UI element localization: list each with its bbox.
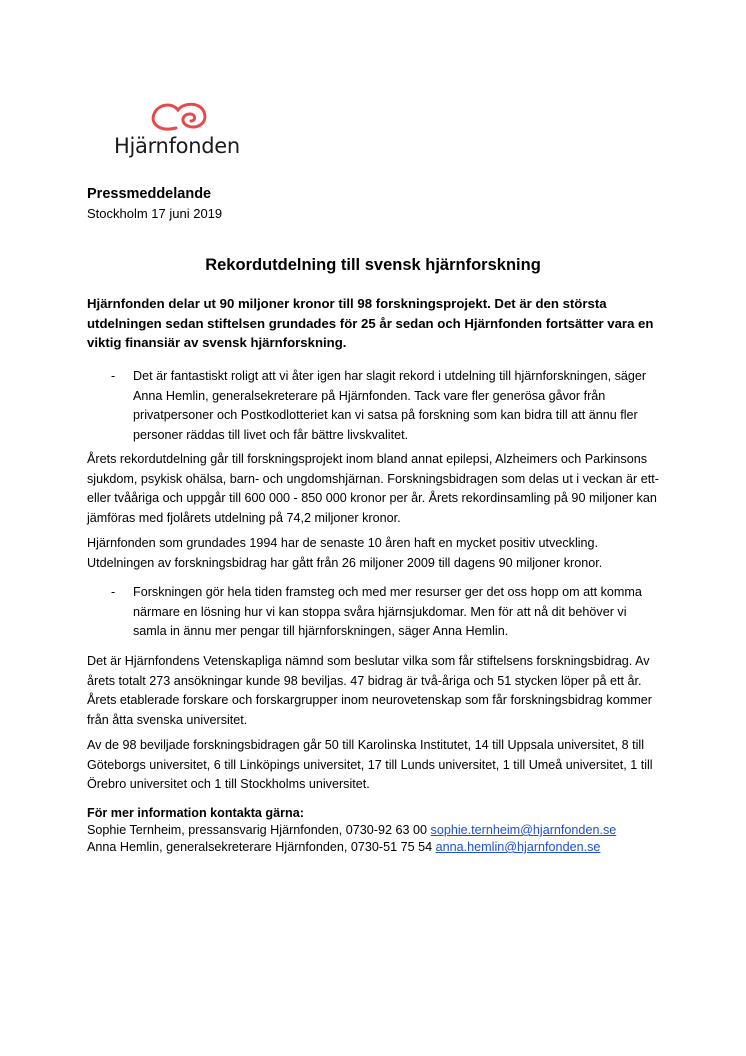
email-link-2[interactable]: anna.hemlin@hjarnfonden.se xyxy=(435,840,601,854)
quote-text-2: Forskningen gör hela tiden framsteg och med mer resurser ger det oss hopp om att komma närmare en lösning hur vi kan stoppa svåra hjärnsjukdomar. Men för att nå dit behöver vi samla in ännu mer pengar till hjärnforskningen, säger Anna Hemlin. xyxy=(133,585,642,638)
contact-line-2 xyxy=(87,840,667,854)
date-line: Stockholm 17 juni 2019 xyxy=(87,206,223,221)
brain-swirl-icon xyxy=(146,98,210,134)
contact-heading: För mer information kontakta gärna: xyxy=(87,806,304,820)
lead-paragraph: Hjärnfonden delar ut 90 miljoner kronor till 98 forskningsprojekt. Det är den största utdelningen sedan stiftelsen grundades för 25 år sedan och Hjärnfonden fortsätter vara en viktig finansiär av svensk hjärnforskning. xyxy=(87,296,654,350)
paragraph-history: Hjärnfonden som grundades 1994 har de senaste 10 åren haft en mycket positiv utveckling. Utdelningen av forskningsbidrag har gått från 26 miljoner 2009 till dagens 90 miljoner kronor. xyxy=(87,536,603,570)
document-type: Pressmeddelande xyxy=(87,186,212,202)
contact-line-1 xyxy=(87,823,667,837)
email-link-1[interactable]: sophie.ternheim@hjarnfonden.se xyxy=(430,823,617,837)
logo-wordmark: Hjärnfonden xyxy=(114,134,240,158)
paragraph-committee: Det är Hjärnfondens Vetenskapliga nämnd som beslutar vilka som får stiftelsens forskningsbidrag. Av årets totalt 273 ansökningar kunde 98 beviljas. 47 bidrag är två-åriga och 51 stycken löper på ett år. Årets etablerade forskare och forskargrupper inom neurovetenskap som får forskningsbidrag kommer från åtta svenska universitet. xyxy=(87,654,652,727)
paragraph-research-areas: Årets rekordutdelning går till forskningsprojekt inom bland annat epilepsi, Alzheimers och Parkinsons sjukdom, psykisk ohälsa, barn- och ungdomshjärnan. Forskningsbidragen som delas ut i veckan är ett- eller tvååriga och uppgår till 600 000 - 850 000 kronor per år. Årets rekordinsamling på 90 miljoner kan jämföras med fjolårets utdelning på 74,2 miljoner kronor. xyxy=(87,452,659,525)
headline: Rekordutdelning till svensk hjärnforskning xyxy=(205,256,541,274)
contact-person-1: Sophie Ternheim, pressansvarig Hjärnfonden, 0730-92 63 00 xyxy=(87,823,431,837)
quote-dash: - xyxy=(111,369,116,383)
paragraph-universities: Av de 98 beviljade forskningsbidragen går 50 till Karolinska Institutet, 14 till Uppsala universitet, 8 till Göteborgs universitet, 6 till Linköpings universitet, 17 till Lunds universitet, 1 till Umeå universitet, 1 till Örebro universitet och 1 till Stockholms universitet. xyxy=(87,738,653,791)
quote-dash: - xyxy=(111,585,116,599)
contact-person-2: Anna Hemlin, generalsekreterare Hjärnfonden, 0730-51 75 54 xyxy=(87,840,436,854)
quote-text-1: Det är fantastiskt roligt att vi åter igen har slagit rekord i utdelning till hjärnforskningen, säger Anna Hemlin, generalsekreterare på Hjärnfonden. Tack vare fler generösa gåvor från privatpersoner och Postkodlotteriet kan vi satsa på forskning som kan bidra till att ännu fler personer räddas till livet och får bättre livskvalitet. xyxy=(133,369,647,442)
hjarnfonden-logo xyxy=(114,98,244,160)
